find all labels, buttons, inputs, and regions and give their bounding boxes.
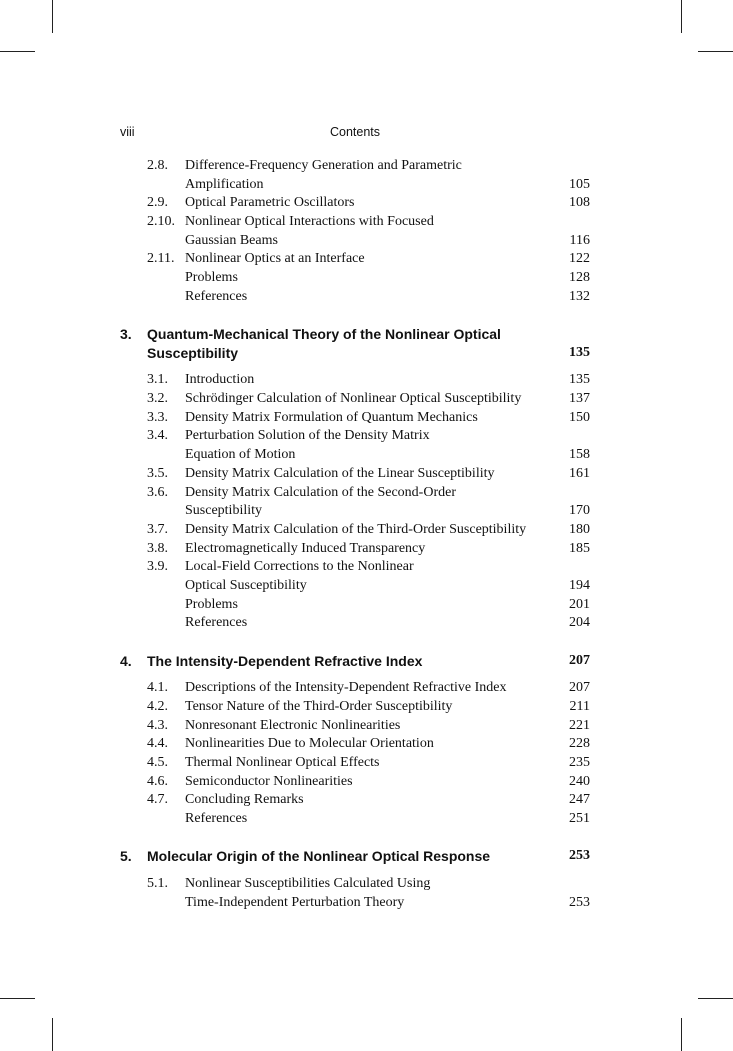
entry-title: References (185, 288, 248, 304)
toc-entry[interactable] (120, 875, 590, 894)
page-ref: 122 (569, 251, 590, 267)
crop-mark-top-left-h (0, 51, 35, 52)
entry-title: Amplification (185, 176, 264, 192)
entry-title: Nonresonant Electronic Nonlinearities (185, 717, 401, 733)
toc-entry[interactable] (120, 157, 590, 176)
section-number: 4.6. (147, 773, 168, 789)
spacer (120, 866, 590, 875)
section-number: 3.5. (147, 465, 168, 481)
section-number: 5. (120, 848, 132, 865)
page-ref: 135 (569, 372, 590, 388)
entry-title: Nonlinearities Due to Molecular Orientation (185, 736, 434, 752)
entry-title: Descriptions of the Intensity-Dependent Refractive Index (185, 680, 507, 696)
chapter-heading[interactable] (120, 652, 590, 671)
crop-mark-bottom-right-v (681, 1018, 682, 1051)
entry-title: Nonlinear Optical Interactions with Focused (185, 214, 434, 230)
section-number: 4.5. (147, 754, 168, 770)
crop-mark-bottom-left-h (0, 998, 35, 999)
section-number: 3. (120, 326, 132, 342)
section-number: 3.9. (147, 559, 168, 575)
page-ref: 207 (569, 652, 590, 668)
page-ref: 158 (569, 447, 590, 463)
toc-entry[interactable] (120, 176, 590, 195)
page-ref: 253 (569, 848, 590, 864)
chapter-heading[interactable] (120, 325, 590, 344)
entry-title: Density Matrix Formulation of Quantum Mechanics (185, 409, 478, 425)
page-ref: 211 (569, 698, 590, 714)
running-header (120, 125, 590, 143)
entry-title: Problems (185, 270, 238, 286)
page-ref: 194 (569, 577, 590, 593)
section-number: 3.4. (147, 428, 168, 444)
entry-title: Tensor Nature of the Third-Order Susceptibility (185, 698, 453, 714)
toc-entry[interactable] (120, 614, 590, 633)
table-of-contents (120, 157, 590, 912)
spacer (120, 362, 590, 371)
entry-title: Gaussian Beams (185, 232, 278, 248)
page-ref: 228 (569, 736, 590, 752)
toc-entry[interactable] (120, 679, 590, 698)
page-ref: 180 (569, 521, 590, 537)
toc-entry[interactable] (120, 288, 590, 307)
toc-entry[interactable] (120, 540, 590, 559)
entry-title: Concluding Remarks (185, 792, 304, 808)
crop-mark-bottom-right-h (698, 998, 733, 999)
page-ref: 204 (569, 615, 590, 631)
section-number: 4.4. (147, 736, 168, 752)
page-ref: 253 (569, 894, 590, 910)
page-ref: 240 (569, 773, 590, 789)
section-number: 2.8. (147, 158, 168, 173)
spacer (120, 633, 590, 652)
toc-entry[interactable] (120, 409, 590, 428)
crop-mark-top-right-v (681, 0, 682, 33)
crop-mark-top-left-v (52, 0, 53, 33)
entry-title: Molecular Origin of the Nonlinear Optical Response (147, 848, 491, 865)
toc-entry[interactable] (120, 558, 590, 577)
entry-title: Susceptibility (185, 503, 262, 519)
toc-entry[interactable] (120, 773, 590, 792)
spacer (120, 307, 590, 326)
page-ref: 221 (569, 717, 590, 733)
entry-title: Density Matrix Calculation of the Third-Order Susceptibility (185, 521, 527, 537)
toc-entry[interactable] (120, 894, 590, 913)
page-ref: 247 (569, 792, 590, 808)
entry-title: Time-Independent Perturbation Theory (185, 894, 405, 910)
chapter-heading[interactable] (120, 344, 590, 363)
toc-entry[interactable] (120, 194, 590, 213)
page-number: viii (120, 125, 135, 139)
entry-title: Semiconductor Nonlinearities (185, 773, 353, 789)
page-ref: 116 (569, 232, 590, 248)
page-ref: 185 (569, 540, 590, 556)
toc-entry[interactable] (120, 390, 590, 409)
page-ref: 150 (569, 409, 590, 425)
page-ref: 128 (569, 270, 590, 286)
spacer (120, 670, 590, 679)
section-number: 2.9. (147, 195, 168, 211)
entry-title: Perturbation Solution of the Density Matrix (185, 428, 430, 444)
toc-entry[interactable] (120, 465, 590, 484)
toc-entry[interactable] (120, 698, 590, 717)
page-ref: 235 (569, 754, 590, 770)
toc-entry[interactable] (120, 596, 590, 615)
entry-title: Nonlinear Susceptibilities Calculated Using (185, 875, 431, 891)
toc-entry[interactable] (120, 791, 590, 810)
toc-entry[interactable] (120, 269, 590, 288)
section-number: 3.3. (147, 409, 168, 425)
entry-title: References (185, 811, 248, 826)
toc-entry[interactable] (120, 484, 590, 503)
toc-entry[interactable] (120, 232, 590, 251)
entry-title: The Intensity-Dependent Refractive Index (147, 652, 423, 669)
page-ref: 137 (569, 391, 590, 407)
toc-entry[interactable] (120, 577, 590, 596)
toc-entry[interactable] (120, 427, 590, 446)
toc-entry[interactable] (120, 521, 590, 540)
entry-title: Difference-Frequency Generation and Parametric (185, 158, 462, 173)
page-ref: 132 (569, 288, 590, 304)
page-ref: 135 (569, 344, 590, 360)
entry-title: Quantum-Mechanical Theory of the Nonlinear Optical (147, 326, 501, 342)
section-number: 2.11. (147, 251, 175, 267)
entry-title: Problems (185, 596, 238, 612)
toc-entry[interactable] (120, 371, 590, 390)
chapter-heading[interactable] (120, 847, 590, 866)
section-number: 3.8. (147, 540, 168, 556)
section-number: 3.1. (147, 372, 168, 388)
page-ref: 161 (569, 465, 590, 481)
entry-title: Optical Susceptibility (185, 577, 307, 593)
toc-entry[interactable] (120, 810, 590, 829)
section-number: 4.2. (147, 698, 168, 714)
page-ref: 251 (569, 811, 590, 826)
toc-entry[interactable] (120, 754, 590, 773)
toc-entry[interactable] (120, 250, 590, 269)
section-number: 4.3. (147, 717, 168, 733)
entry-title: Density Matrix Calculation of the Second-Order (185, 484, 456, 500)
entry-title: Susceptibility (147, 344, 239, 361)
spacer (120, 829, 590, 848)
entry-title: Introduction (185, 372, 255, 388)
entry-title: Schrödinger Calculation of Nonlinear Optical Susceptibility (185, 391, 522, 407)
section-number: 2.10. (147, 214, 175, 230)
entry-title: Equation of Motion (185, 447, 296, 463)
page-ref: 108 (569, 195, 590, 211)
section-number: 3.2. (147, 391, 168, 407)
toc-entry[interactable] (120, 717, 590, 736)
crop-mark-bottom-left-v (52, 1018, 53, 1051)
toc-entry[interactable] (120, 446, 590, 465)
toc-entry[interactable] (120, 502, 590, 521)
section-number: 4.7. (147, 792, 168, 808)
page-ref: 207 (569, 680, 590, 696)
crop-mark-top-right-h (698, 51, 733, 52)
section-number: 5.1. (147, 875, 168, 891)
running-title: Contents (329, 125, 381, 139)
page-ref: 105 (569, 176, 590, 192)
entry-title: Nonlinear Optics at an Interface (185, 251, 365, 267)
entry-title: Optical Parametric Oscillators (185, 195, 355, 211)
entry-title: Electromagnetically Induced Transparency (185, 540, 426, 556)
entry-title: Local-Field Corrections to the Nonlinear (185, 559, 414, 575)
section-number: 3.6. (147, 484, 168, 500)
toc-entry[interactable] (120, 213, 590, 232)
section-number: 3.7. (147, 521, 168, 537)
entry-title: Density Matrix Calculation of the Linear Susceptibility (185, 465, 495, 481)
section-number: 4.1. (147, 680, 168, 696)
page-ref: 170 (569, 503, 590, 519)
page-ref: 201 (569, 596, 590, 612)
section-number: 4. (120, 652, 132, 669)
entry-title: Thermal Nonlinear Optical Effects (185, 754, 380, 770)
entry-title: References (185, 615, 248, 631)
toc-entry[interactable] (120, 735, 590, 754)
